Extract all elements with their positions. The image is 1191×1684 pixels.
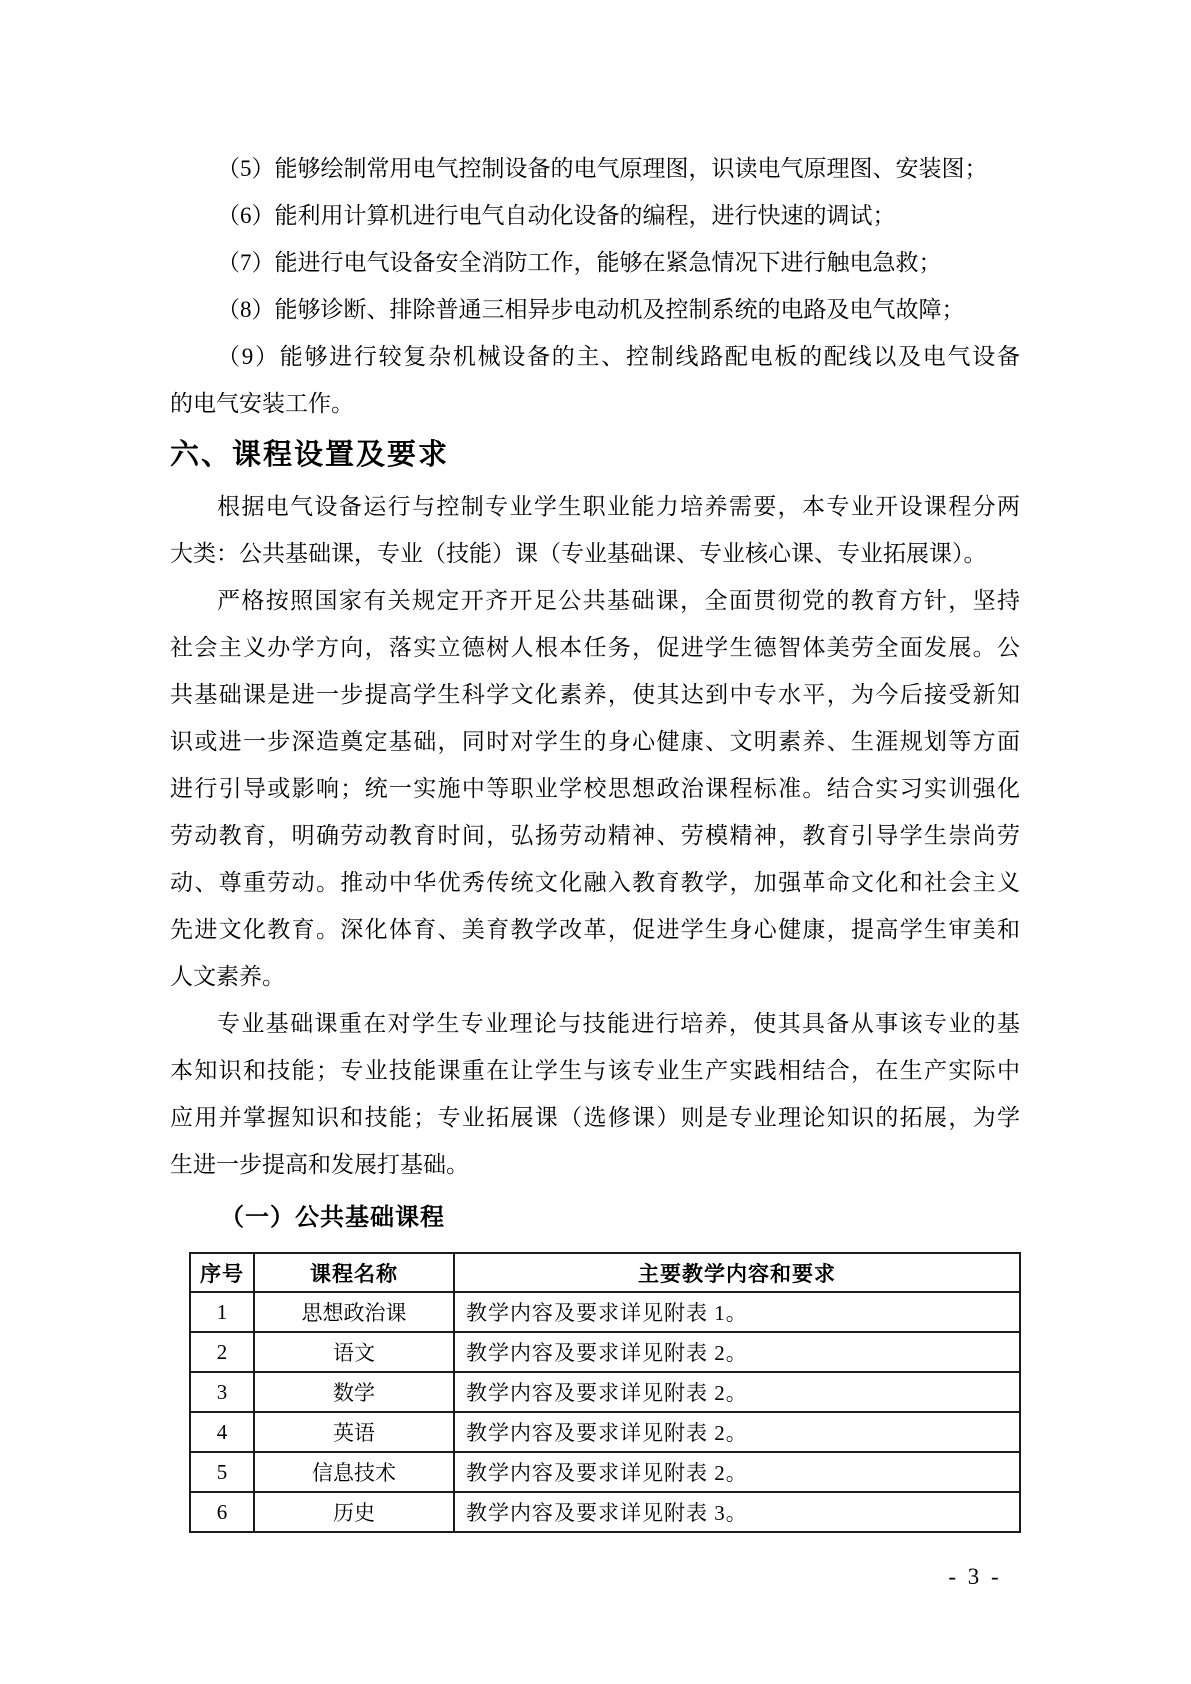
body-text-line: 动、尊重劳动。推动中华优秀传统文化融入教育教学，加强革命文化和社会主义: [170, 870, 1020, 895]
table-row: [190, 1332, 1020, 1372]
cell-course: 语文: [254, 1332, 454, 1372]
table-row: [190, 1292, 1020, 1332]
body-text-line: 本知识和技能；专业技能课重在让学生与该专业生产实践相结合，在生产实际中: [170, 1058, 1020, 1083]
body-text-line: 人文素养。: [170, 964, 285, 989]
cell-index: 6: [190, 1492, 254, 1532]
table-row: [190, 1372, 1020, 1412]
body-text-line: 劳动教育，明确劳动教育时间，弘扬劳动精神、劳模精神，教育引导学生崇尚劳: [170, 823, 1020, 848]
list-item-5: （5）能够绘制常用电气控制设备的电气原理图，识读电气原理图、安装图；: [217, 156, 988, 181]
capability-list: [170, 145, 1020, 427]
column-header-index: 序号: [190, 1253, 254, 1292]
list-item-8: （8）能够诊断、排除普通三相异步电动机及控制系统的电路及电气故障；: [217, 297, 965, 322]
cell-index: 3: [190, 1372, 254, 1412]
cell-index: 4: [190, 1412, 254, 1452]
list-item-6: （6）能利用计算机进行电气自动化设备的编程，进行快速的调试；: [217, 203, 896, 228]
table-row: [190, 1492, 1020, 1532]
column-header-content: 主要教学内容和要求: [454, 1253, 1020, 1292]
body-text-line: 识或进一步深造奠定基础，同时对学生的身心健康、文明素养、生涯规划等方面: [170, 729, 1020, 754]
body-text-line: 严格按照国家有关规定开齐开足公共基础课，全面贯彻党的教育方针，坚持: [217, 588, 1020, 613]
body-text-line: 根据电气设备运行与控制专业学生职业能力培养需要，本专业开设课程分两: [217, 494, 1020, 519]
page-number: - 3 -: [948, 1564, 1002, 1589]
list-item-9-line-1: （9）能够进行较复杂机械设备的主、控制线路配电板的配线以及电气设备: [217, 344, 1020, 369]
course-table: [189, 1252, 1021, 1533]
cell-content: 教学内容及要求详见附表 3。: [454, 1492, 1020, 1532]
section-heading: 六、课程设置及要求: [170, 439, 450, 471]
body-text-line: 专业基础课重在对学生专业理论与技能进行培养，使其具备从事该专业的基: [217, 1011, 1020, 1036]
list-item-7: （7）能进行电气设备安全消防工作，能够在紧急情况下进行触电急救；: [217, 250, 942, 275]
cell-content: 教学内容及要求详见附表 2。: [454, 1452, 1020, 1492]
cell-content: 教学内容及要求详见附表 2。: [454, 1332, 1020, 1372]
body-text-line: 大类：公共基础课，专业（技能）课（专业基础课、专业核心课、专业拓展课）。: [170, 541, 987, 566]
body-text-line: 共基础课是进一步提高学生科学文化素养，使其达到中专水平，为今后接受新知: [170, 682, 1020, 707]
cell-course: 英语: [254, 1412, 454, 1452]
cell-content: 教学内容及要求详见附表 1。: [454, 1292, 1020, 1332]
table-header-row: [190, 1253, 1020, 1292]
body-text: [170, 483, 1020, 1188]
body-text-line: 进行引导或影响；统一实施中等职业学校思想政治课程标准。结合实习实训强化: [170, 776, 1020, 801]
cell-course: 历史: [254, 1492, 454, 1532]
column-header-course: 课程名称: [254, 1253, 454, 1292]
cell-course: 数学: [254, 1372, 454, 1412]
body-text-line: 生进一步提高和发展打基础。: [170, 1152, 469, 1177]
cell-course: 思想政治课: [254, 1292, 454, 1332]
cell-content: 教学内容及要求详见附表 2。: [454, 1412, 1020, 1452]
cell-index: 5: [190, 1452, 254, 1492]
body-text-line: 应用并掌握知识和技能；专业拓展课（选修课）则是专业理论知识的拓展，为学: [170, 1105, 1020, 1130]
cell-content: 教学内容及要求详见附表 2。: [454, 1372, 1020, 1412]
cell-index: 1: [190, 1292, 254, 1332]
cell-course: 信息技术: [254, 1452, 454, 1492]
body-text-line: 先进文化教育。深化体育、美育教学改革，促进学生身心健康，提高学生审美和: [170, 917, 1020, 942]
table-row: [190, 1452, 1020, 1492]
table-row: [190, 1412, 1020, 1452]
subsection-heading: （一）公共基础课程: [220, 1204, 445, 1231]
list-item-9-line-2: 的电气安装工作。: [170, 391, 354, 416]
cell-index: 2: [190, 1332, 254, 1372]
body-text-line: 社会主义办学方向，落实立德树人根本任务，促进学生德智体美劳全面发展。公: [170, 635, 1020, 660]
